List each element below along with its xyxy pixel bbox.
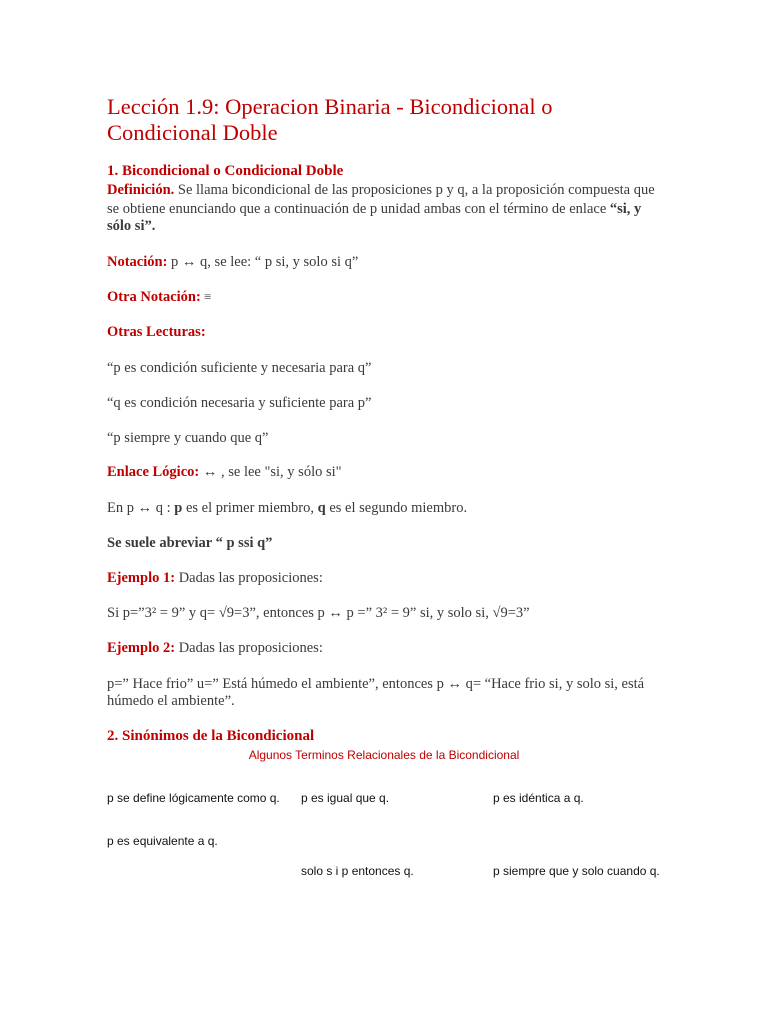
- enlace-logico-text: ↔ , se lee "si, y sólo si": [199, 464, 342, 480]
- definition-text-1: Se llama bicondicional de las proposiciones p y q, a la proposición compuesta que: [174, 182, 655, 198]
- term-item: p es idéntica a q.: [493, 791, 584, 805]
- enlace-logico-label: Enlace Lógico:: [107, 464, 200, 480]
- otra-notacion-label: Otra Notación:: [107, 289, 201, 305]
- miembros-q: q: [317, 500, 326, 516]
- ejemplo-2-detail-1: p=” Hace frio” u=” Está húmedo el ambiente”, entonces p ↔ q= “Hace frio si, y solo si, está: [107, 676, 645, 692]
- ejemplo-2-label: Ejemplo 2:: [107, 640, 176, 656]
- terms-caption: Algunos Terminos Relacionales de la Bicondicional: [248, 748, 520, 762]
- notacion-line: [107, 253, 358, 271]
- section-1-heading: 1. Bicondicional o Condicional Doble: [107, 163, 344, 179]
- notacion-label: Notación:: [107, 254, 168, 270]
- ejemplo-1-label: Ejemplo 1:: [107, 570, 176, 586]
- term-item: solo s i p entonces q.: [301, 864, 414, 878]
- ejemplo-2-line: [107, 639, 323, 657]
- lectura-item-3: “p siempre y cuando que q”: [107, 430, 269, 446]
- miembros-pre: En p ↔ q :: [107, 500, 175, 516]
- notacion-text: p ↔ q, se lee: “ p si, y solo si q”: [167, 254, 359, 270]
- term-item: p se define lógicamente como q.: [107, 791, 280, 805]
- term-item: p es igual que q.: [301, 791, 390, 805]
- definition-bold-1: “si, y: [609, 201, 642, 217]
- definition-text-2: se obtiene enunciando que a continuación de p unidad ambas con el término de enlace: [107, 201, 610, 217]
- definition-bold-2: sólo si”.: [107, 218, 156, 234]
- ejemplo-1-text: Dadas las proposiciones:: [175, 570, 323, 586]
- ejemplo-2-text: Dadas las proposiciones:: [175, 640, 323, 656]
- enlace-logico-line: [107, 463, 342, 481]
- page-title-line-2: Condicional Doble: [107, 120, 278, 145]
- term-item: p es equivalente a q.: [107, 834, 218, 848]
- otra-notacion-line: [107, 288, 211, 306]
- miembros-mid: es el primer miembro,: [182, 500, 318, 516]
- page-title-line-1: Lección 1.9: Operacion Binaria - Bicondicional o: [107, 94, 553, 119]
- lectura-item-2: “q es condición necesaria y suficiente para p”: [107, 395, 372, 411]
- otras-lecturas-label: Otras Lecturas:: [107, 324, 206, 340]
- section-2-heading: 2. Sinónimos de la Bicondicional: [107, 728, 315, 744]
- abreviar-line: Se suele abreviar “ p ssi q”: [107, 535, 273, 551]
- miembros-line: [107, 499, 467, 517]
- ejemplo-1-detail: Si p=”3² = 9” y q= √9=3”, entonces p ↔ p =” 3² = 9” si, y solo si, √9=3”: [107, 605, 530, 621]
- definition-paragraph-line-3: [107, 217, 155, 235]
- miembros-p: p: [174, 500, 183, 516]
- definition-paragraph-line-2: [107, 200, 641, 218]
- ejemplo-1-line: [107, 569, 323, 587]
- term-item: p siempre que y solo cuando q.: [493, 864, 660, 878]
- definition-label: Definición.: [107, 182, 175, 198]
- definition-paragraph-line-1: [107, 181, 655, 199]
- lectura-item-1: “p es condición suficiente y necesaria para q”: [107, 360, 372, 376]
- otra-notacion-symbol: ≡: [200, 289, 212, 304]
- miembros-post: es el segundo miembro.: [325, 500, 468, 516]
- ejemplo-2-detail-2: húmedo el ambiente”.: [107, 693, 235, 709]
